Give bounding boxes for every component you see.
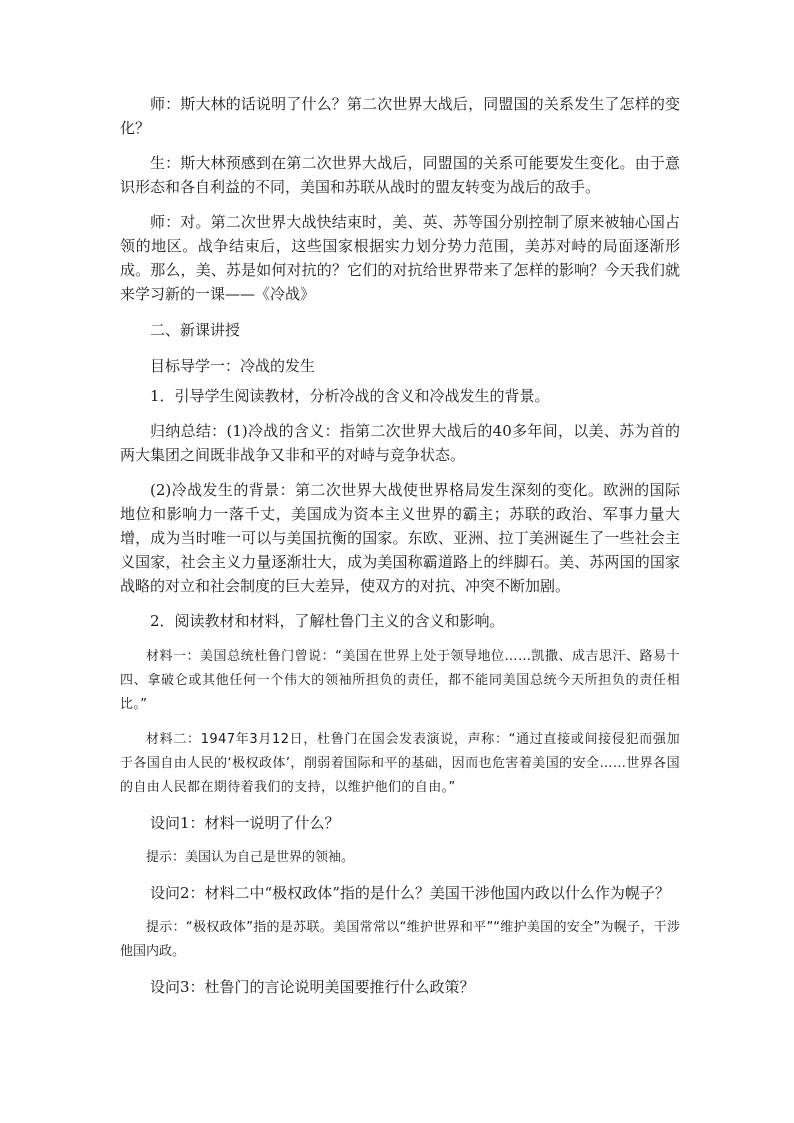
question-2: 设问2：材料二中“极权政体”指的是什么？美国干涉他国内政以什么作为幌子？ bbox=[150, 884, 670, 902]
material-two-quote: 材料二：1947年3月12日，杜鲁门在国会发表演说，声称：“通过直接或间接侵犯而强加于各国自由人民的‘极权政体’，削弱着国际和平的基础，因而也危害着美国的安全……世界各国的自由人民都在期待着我们的支持，以维护他们的自由。” bbox=[120, 732, 680, 795]
step-1-paragraph: 1．引导学生阅读教材，分析冷战的含义和冷战发生的背景。 bbox=[150, 387, 550, 405]
teacher-intro-paragraph: 师：对。第二次世界大战快结束时，美、英、苏等国分别控制了原来被轴心国占领的地区。战争结束后，这些国家根据实力划分势力范围，美苏对峙的局面逐渐形成。那么，美、苏是如何对抗的？它们的对抗给世界带来了怎样的影响？今天我们就来学习新的一课——《冷战》 bbox=[120, 213, 680, 303]
question-3: 设问3：杜鲁门的言论说明美国要推行什么政策？ bbox=[150, 978, 475, 996]
hint-1: 提示：美国认为自己是世界的领袖。 bbox=[146, 850, 355, 865]
objective-heading: 目标导学一：冷战的发生 bbox=[150, 357, 316, 375]
summary-background-paragraph: (2)冷战发生的背景：第二次世界大战使世界格局发生深刻的变化。欧洲的国际地位和影响力一落千丈，美国成为资本主义世界的霸主；苏联的政治、军事力量大增，成为当时唯一可以与美国抗衡的国家。东欧、亚洲、拉丁美洲诞生了一些社会主义国家，社会主义力量逐渐壮大，成为美国称霸道路上的绊脚石。美、苏两国的国家战略的对立和社会制度的巨大差异，使双方的对抗、冲突不断加剧。 bbox=[120, 481, 680, 595]
step-2-paragraph: 2．阅读教材和材料，了解杜鲁门主义的含义和影响。 bbox=[150, 612, 505, 630]
material-one-quote: 材料一：美国总统杜鲁门曾说：“美国在世界上处于领导地位……凯撒、成吉思汗、路易十四、拿破仑或其他任何一个伟大的领袖所担负的责任，都不能同美国总统今天所担负的责任相比。” bbox=[120, 649, 680, 712]
question-1: 设问1：材料一说明了什么？ bbox=[150, 814, 340, 832]
teacher-question-paragraph: 师：斯大林的话说明了什么？第二次世界大战后，同盟国的关系发生了怎样的变化？ bbox=[120, 95, 680, 137]
hint-2: 提示：“极权政体”指的是苏联。美国常常以“维护世界和平”“维护美国的安全”为幌子，干涉他国内政。 bbox=[120, 920, 680, 959]
student-answer-paragraph: 生：斯大林预感到在第二次世界大战后，同盟国的关系可能要发生变化。由于意识形态和各自利益的不同，美国和苏联从战时的盟友转变为战后的敌手。 bbox=[120, 154, 680, 196]
document-page bbox=[120, 92, 680, 1010]
section-heading: 二、新课讲授 bbox=[150, 321, 241, 339]
summary-definition-paragraph: 归纳总结：(1)冷战的含义：指第二次世界大战后的40多年间，以美、苏为首的两大集团之间既非战争又非和平的对峙与竞争状态。 bbox=[120, 422, 680, 464]
